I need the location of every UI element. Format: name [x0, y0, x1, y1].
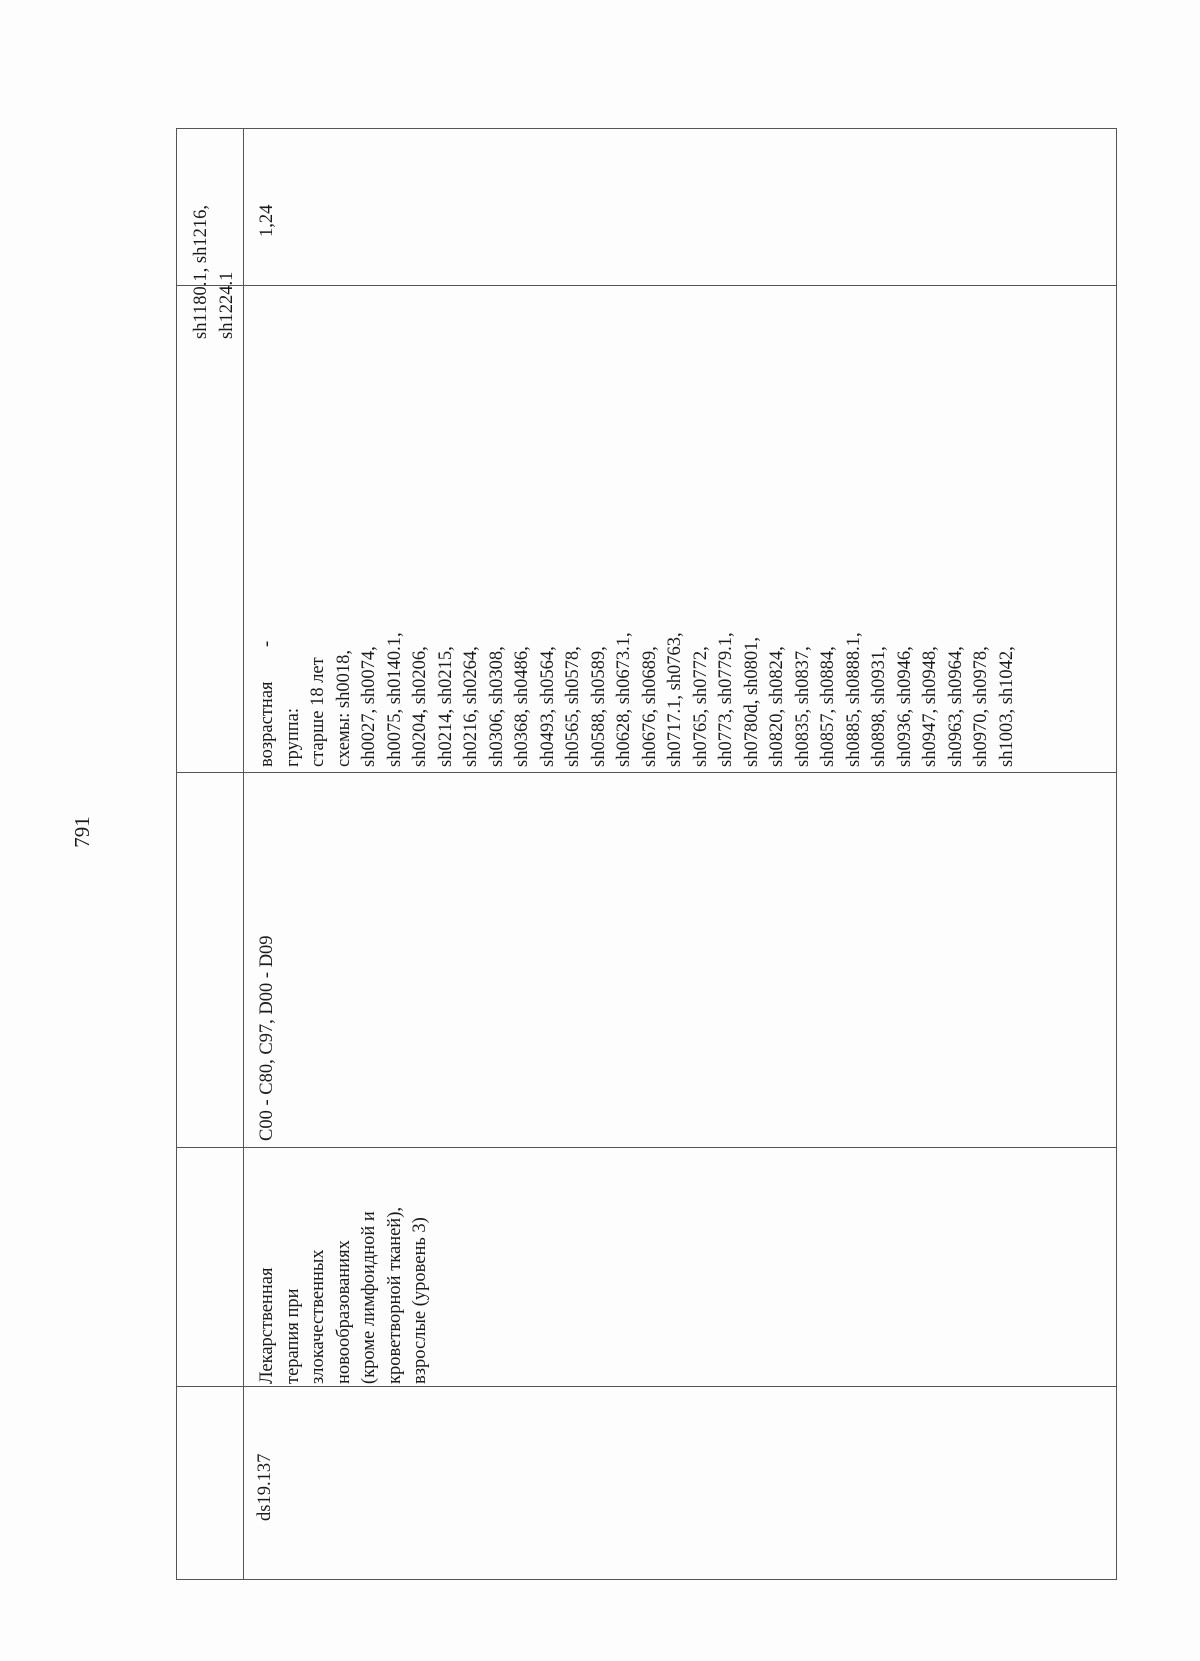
icd-codes-cell — [255, 935, 281, 1141]
text-line: терапия при — [282, 1288, 303, 1384]
text-line: кроветворной тканей), — [384, 1207, 405, 1384]
text-line: sh0216, sh0264, — [461, 646, 481, 767]
text-line: схемы: sh0018, — [333, 650, 354, 767]
text-line: sh0628, sh0673.1, — [614, 632, 634, 767]
text-line: sh0970, sh0978, — [971, 646, 991, 767]
column-divider — [177, 285, 1116, 286]
page-number: 791 — [69, 816, 94, 848]
text-line: sh0075, sh0140.1, — [384, 632, 405, 767]
text-line: sh0835, sh0837, — [792, 646, 813, 767]
row-code-cell — [253, 1454, 279, 1521]
text-line: Лекарственная — [257, 1267, 277, 1384]
text-line: sh0963, sh0964, — [945, 646, 966, 767]
text-line: взрослые (уровень 3) — [410, 1217, 430, 1384]
column-divider — [177, 1386, 1116, 1387]
text-line: sh0936, sh0946, — [894, 646, 915, 767]
coefficient-value: 1,24 — [257, 204, 277, 237]
text-line: sh0565, sh0578, — [563, 646, 583, 767]
text-line: sh0765, sh0772, — [690, 646, 711, 767]
text-line: старше 18 лет — [308, 657, 328, 767]
text-line: sh0493, sh0564, — [537, 646, 558, 767]
text-line: sh1224.1 — [216, 271, 237, 339]
additional-criteria-dash: - — [257, 640, 277, 647]
text-line: sh0204, sh0206, — [410, 646, 430, 767]
schemes-cell — [255, 632, 1020, 767]
text-line: sh0780d, sh0801, — [741, 636, 762, 767]
column-divider — [177, 772, 1116, 773]
column-divider — [177, 1147, 1116, 1148]
text-line: sh0306, sh0308, — [486, 646, 507, 767]
text-line: возрастная — [257, 681, 277, 767]
tariff-table — [176, 128, 1117, 1580]
text-line: sh1003, sh1042, — [996, 646, 1017, 767]
text-line: sh0898, sh0931, — [869, 646, 889, 767]
text-line: sh1180.1, sh1216, — [191, 205, 211, 339]
text-line: злокачественных — [308, 1249, 328, 1384]
icd-codes: C00 - C80, C97, D00 - D09 — [257, 935, 277, 1141]
text-line: sh0214, sh0215, — [435, 646, 456, 767]
text-line: группа: — [282, 708, 303, 767]
prev-row-schemes-cell — [189, 205, 240, 339]
row-divider — [243, 129, 244, 1579]
text-line: sh0027, sh0074, — [359, 646, 379, 767]
text-line: новообразованиях — [333, 1240, 354, 1384]
text-line: sh0588, sh0589, — [588, 646, 609, 767]
text-line: sh0717.1, sh0763, — [665, 632, 685, 767]
text-line: (кроме лимфоидной и — [359, 1211, 379, 1384]
text-line: sh0885, sh0888.1, — [843, 632, 864, 767]
coefficient-cell — [255, 205, 281, 237]
row-name-cell — [255, 1207, 434, 1384]
row-code: ds19.137 — [255, 1453, 275, 1521]
text-line: sh0773, sh0779.1, — [716, 632, 736, 767]
text-line: sh0947, sh0948, — [920, 646, 940, 767]
text-line: sh0820, sh0824, — [767, 646, 787, 767]
text-line: sh0857, sh0884, — [818, 646, 838, 767]
text-line: sh0676, sh0689, — [639, 646, 660, 767]
text-line: sh0368, sh0486, — [512, 646, 532, 767]
